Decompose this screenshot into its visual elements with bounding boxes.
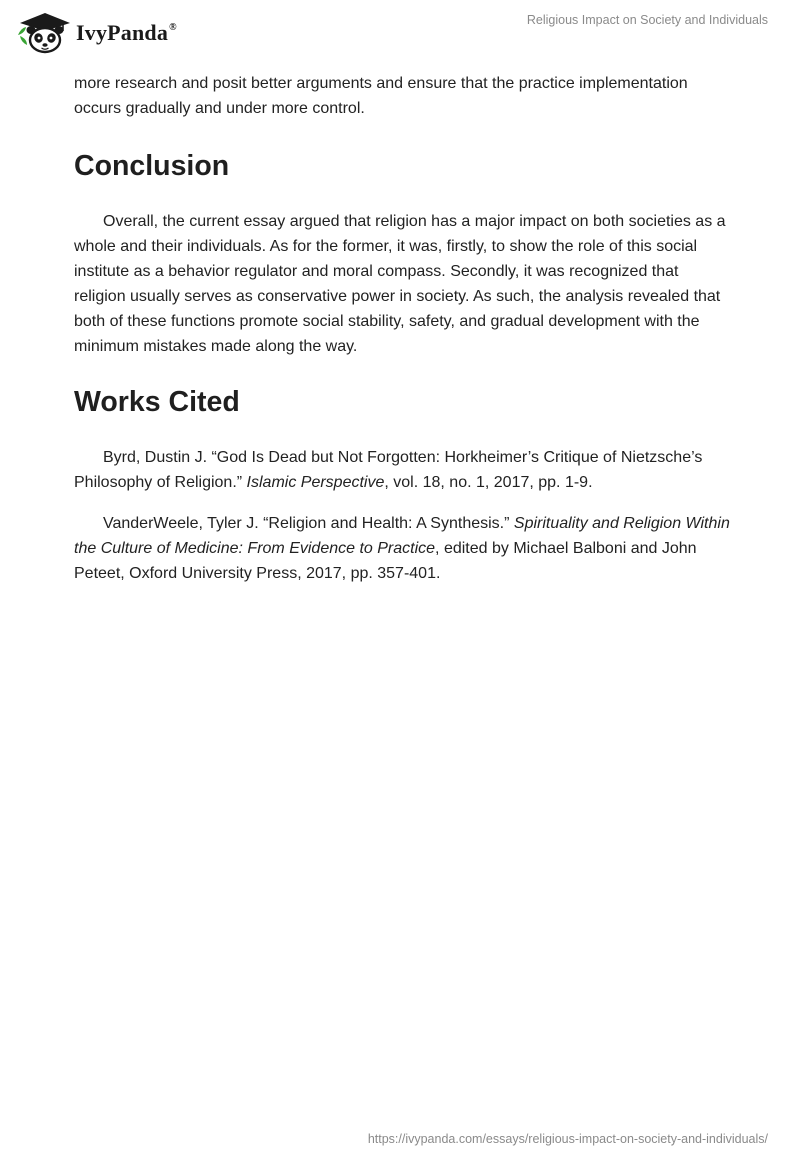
essay-content bbox=[74, 71, 734, 586]
document-title: Religious Impact on Society and Individuals bbox=[526, 13, 768, 27]
logo-wordmark: IvyPanda® bbox=[76, 20, 177, 45]
conclusion-heading: Conclusion bbox=[74, 150, 230, 182]
panda-graduate-icon bbox=[14, 9, 76, 55]
ivypanda-logo[interactable] bbox=[14, 9, 214, 55]
citation-entry: VanderWeele, Tyler J. “Religion and Health: A Synthesis.” Spirituality and Religion Within the Culture of Medicine: From Evidence to Practice, edited by Michael Balboni and John Peteet, Oxford University Press, 2017, pp. 357-401. bbox=[74, 515, 730, 582]
intro-paragraph: more research and posit better arguments and ensure that the practice implementation occurs gradually and under more control. bbox=[74, 75, 688, 117]
citation-entry: Byrd, Dustin J. “God Is Dead but Not Forgotten: Horkheimer’s Critique of Nietzsche’s Philosophy of Religion.” Islamic Perspective, vol. 18, no. 1, 2017, pp. 1-9. bbox=[74, 449, 703, 491]
page-header bbox=[0, 0, 800, 66]
citation-source-title: Islamic Perspective bbox=[246, 474, 385, 491]
conclusion-paragraph: Overall, the current essay argued that religion has a major impact on both societies as a whole and their individuals. As for the former, it was, firstly, to show the role of this social institute as a behavior regulator and moral compass. Secondly, it was recognized that religion usually serves as conservative power in society. As such, the analysis revealed that both of these functions promote social stability, safety, and gradual development with the minimum mistakes made along the way. bbox=[74, 213, 726, 355]
works-cited-heading: Works Cited bbox=[74, 386, 240, 418]
citation-source-title: Spirituality and Religion Within the Culture of Medicine: From Evidence to Practice bbox=[74, 515, 730, 557]
source-url[interactable]: https://ivypanda.com/essays/religious-impact-on-society-and-individuals/ bbox=[367, 1132, 768, 1146]
